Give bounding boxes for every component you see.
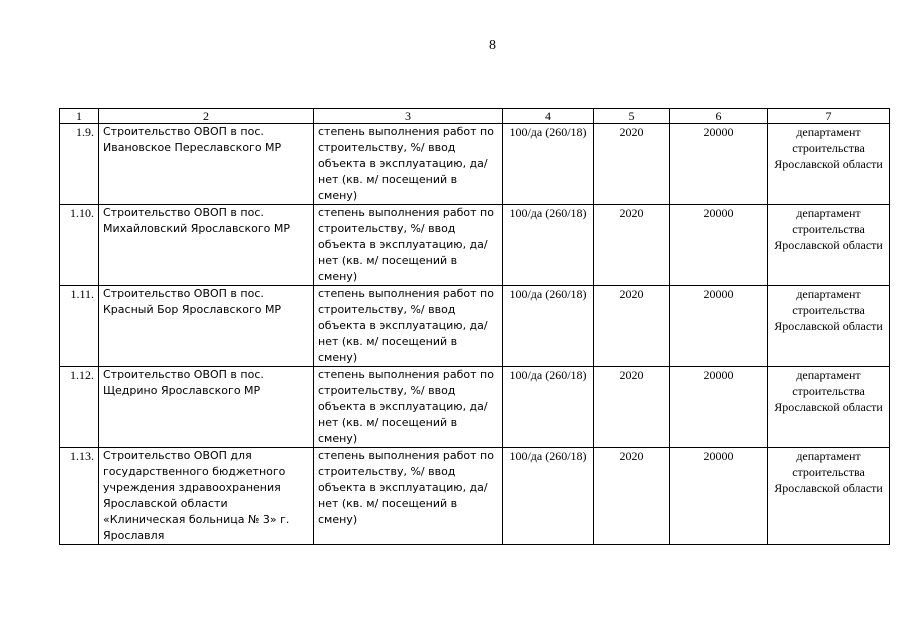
column-header: 3	[314, 109, 503, 124]
page-number: 8	[489, 38, 496, 53]
row-year: 2020	[594, 205, 670, 286]
row-number: 1.13.	[60, 448, 99, 545]
row-sum: 20000	[670, 448, 768, 545]
column-header: 7	[768, 109, 890, 124]
row-value: 100/да (260/18)	[503, 205, 594, 286]
row-name: Строительство ОВОП в пос. Щедрино Ярославского МР	[99, 367, 314, 448]
table-row	[60, 124, 890, 205]
row-year: 2020	[594, 124, 670, 205]
row-executor: департамент строительства Ярославской области	[768, 448, 890, 545]
column-header: 5	[594, 109, 670, 124]
row-executor: департамент строительства Ярославской области	[768, 205, 890, 286]
row-number: 1.9.	[60, 124, 99, 205]
row-year: 2020	[594, 448, 670, 545]
row-indicator: степень выполнения работ по строительству, %/ ввод объекта в эксплуатацию, да/ нет (кв. м/ посещений в смену)	[314, 286, 503, 367]
row-name: Строительство ОВОП в пос. Красный Бор Ярославского МР	[99, 286, 314, 367]
row-number: 1.10.	[60, 205, 99, 286]
row-value: 100/да (260/18)	[503, 448, 594, 545]
header-row	[60, 109, 890, 124]
row-sum: 20000	[670, 286, 768, 367]
row-executor: департамент строительства Ярославской области	[768, 124, 890, 205]
row-name: Строительство ОВОП в пос. Ивановское Переславского МР	[99, 124, 314, 205]
row-indicator: степень выполнения работ по строительству, %/ ввод объекта в эксплуатацию, да/ нет (кв. м/ посещений в смену)	[314, 367, 503, 448]
row-value: 100/да (260/18)	[503, 124, 594, 205]
column-header: 6	[670, 109, 768, 124]
table-row	[60, 205, 890, 286]
row-indicator: степень выполнения работ по строительству, %/ ввод объекта в эксплуатацию, да/ нет (кв. м/ посещений в смену)	[314, 205, 503, 286]
table-row	[60, 448, 890, 545]
row-year: 2020	[594, 286, 670, 367]
row-number: 1.11.	[60, 286, 99, 367]
row-indicator: степень выполнения работ по строительству, %/ ввод объекта в эксплуатацию, да/ нет (кв. м/ посещений в смену)	[314, 124, 503, 205]
row-executor: департамент строительства Ярославской области	[768, 367, 890, 448]
program-table	[59, 108, 890, 545]
table-row	[60, 286, 890, 367]
row-value: 100/да (260/18)	[503, 286, 594, 367]
row-indicator: степень выполнения работ по строительству, %/ ввод объекта в эксплуатацию, да/ нет (кв. м/ посещений в смену)	[314, 448, 503, 545]
row-number: 1.12.	[60, 367, 99, 448]
row-executor: департамент строительства Ярославской области	[768, 286, 890, 367]
column-header: 4	[503, 109, 594, 124]
column-header: 1	[60, 109, 99, 124]
row-sum: 20000	[670, 205, 768, 286]
row-name: Строительство ОВОП в пос. Михайловский Ярославского МР	[99, 205, 314, 286]
row-year: 2020	[594, 367, 670, 448]
row-sum: 20000	[670, 367, 768, 448]
row-name: Строительство ОВОП для государственного бюджетного учреждения здравоохранения Ярославской области «Клиническая больница № 3» г. Ярославля	[99, 448, 314, 545]
row-sum: 20000	[670, 124, 768, 205]
table-row	[60, 367, 890, 448]
column-header: 2	[99, 109, 314, 124]
row-value: 100/да (260/18)	[503, 367, 594, 448]
